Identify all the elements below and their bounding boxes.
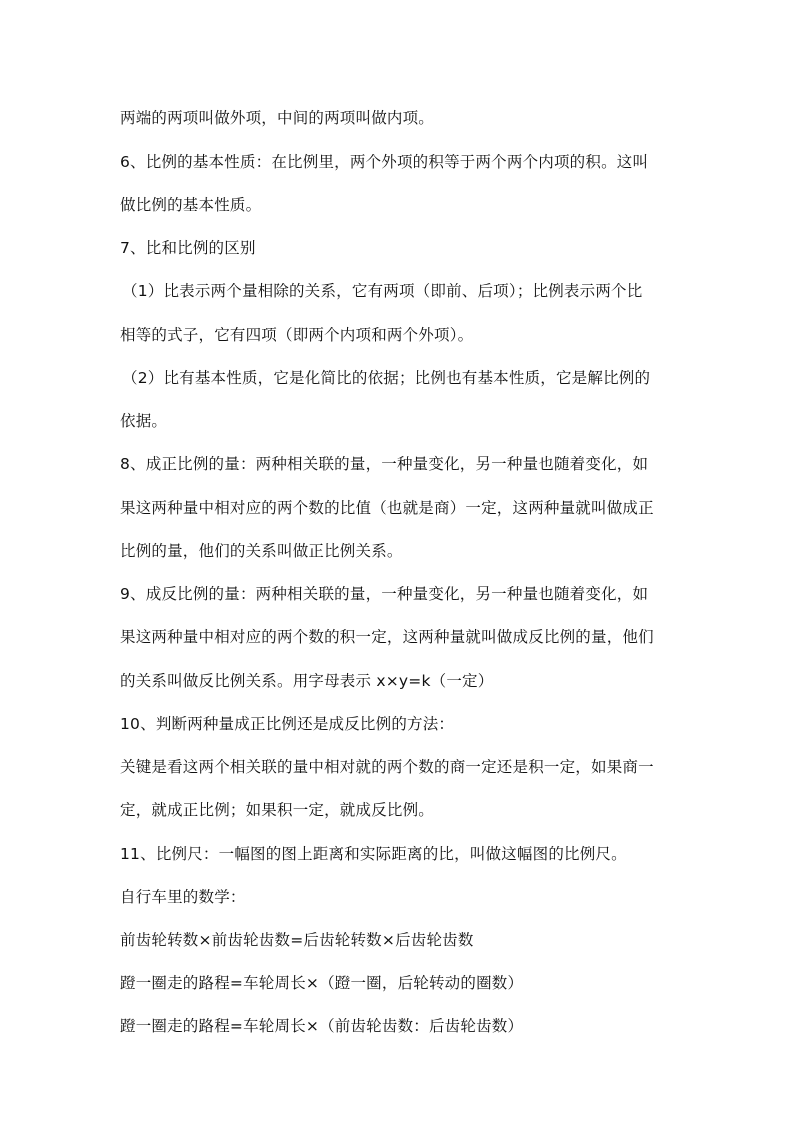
text-line: 定，就成正比例；如果积一定，就成反比例。 — [120, 801, 435, 819]
text-line: 7、比和比例的区别 — [120, 239, 256, 257]
text-line: 两端的两项叫做外项，中间的两项叫做内项。 — [120, 109, 435, 127]
text-line: 的关系叫做反比例关系。用字母表示 x×y=k（一定） — [120, 672, 494, 690]
text-line: 9、成反比例的量：两种相关联的量，一种量变化，另一种量也随着变化，如 — [120, 585, 649, 603]
text-line: 依据。 — [120, 412, 168, 430]
text-line: 蹬一圈走的路程=车轮周长×（蹬一圈，后轮转动的圈数） — [120, 974, 524, 992]
text-line: 11、比例尺：一幅图的图上距离和实际距离的比，叫做这幅图的比例尺。 — [120, 845, 627, 863]
text-line: 相等的式子，它有四项（即两个内项和两个外项）。 — [120, 326, 474, 344]
text-line: 关键是看这两个相关联的量中相对就的两个数的商一定还是积一定，如果商一 — [120, 758, 654, 776]
text-line: 自行车里的数学： — [120, 888, 246, 906]
text-line: 10、判断两种量成正比例还是成反比例的方法： — [120, 715, 455, 733]
text-line: （1）比表示两个量相除的关系，它有两项（即前、后项）；比例表示两个比 — [122, 282, 643, 300]
text-line: 8、成正比例的量：两种相关联的量，一种量变化，另一种量也随着变化，如 — [120, 455, 649, 473]
text-line: 前齿轮转数×前齿轮齿数=后齿轮转数×后齿轮齿数 — [120, 931, 474, 949]
text-line: 6、比例的基本性质：在比例里，两个外项的积等于两个两个内项的积。这叫 — [120, 153, 649, 171]
text-line: 比例的量，他们的关系叫做正比例关系。 — [120, 542, 403, 560]
text-line: （2）比有基本性质，它是化简比的依据；比例也有基本性质，它是解比例的 — [122, 369, 651, 387]
text-line: 果这两种量中相对应的两个数的比值（也就是商）一定，这两种量就叫做成正 — [120, 499, 654, 517]
text-line: 果这两种量中相对应的两个数的积一定，这两种量就叫做成反比例的量，他们 — [120, 628, 654, 646]
text-line: 蹬一圈走的路程=车轮周长×（前齿轮齿数：后齿轮齿数） — [120, 1017, 524, 1035]
text-line: 做比例的基本性质。 — [120, 196, 262, 214]
